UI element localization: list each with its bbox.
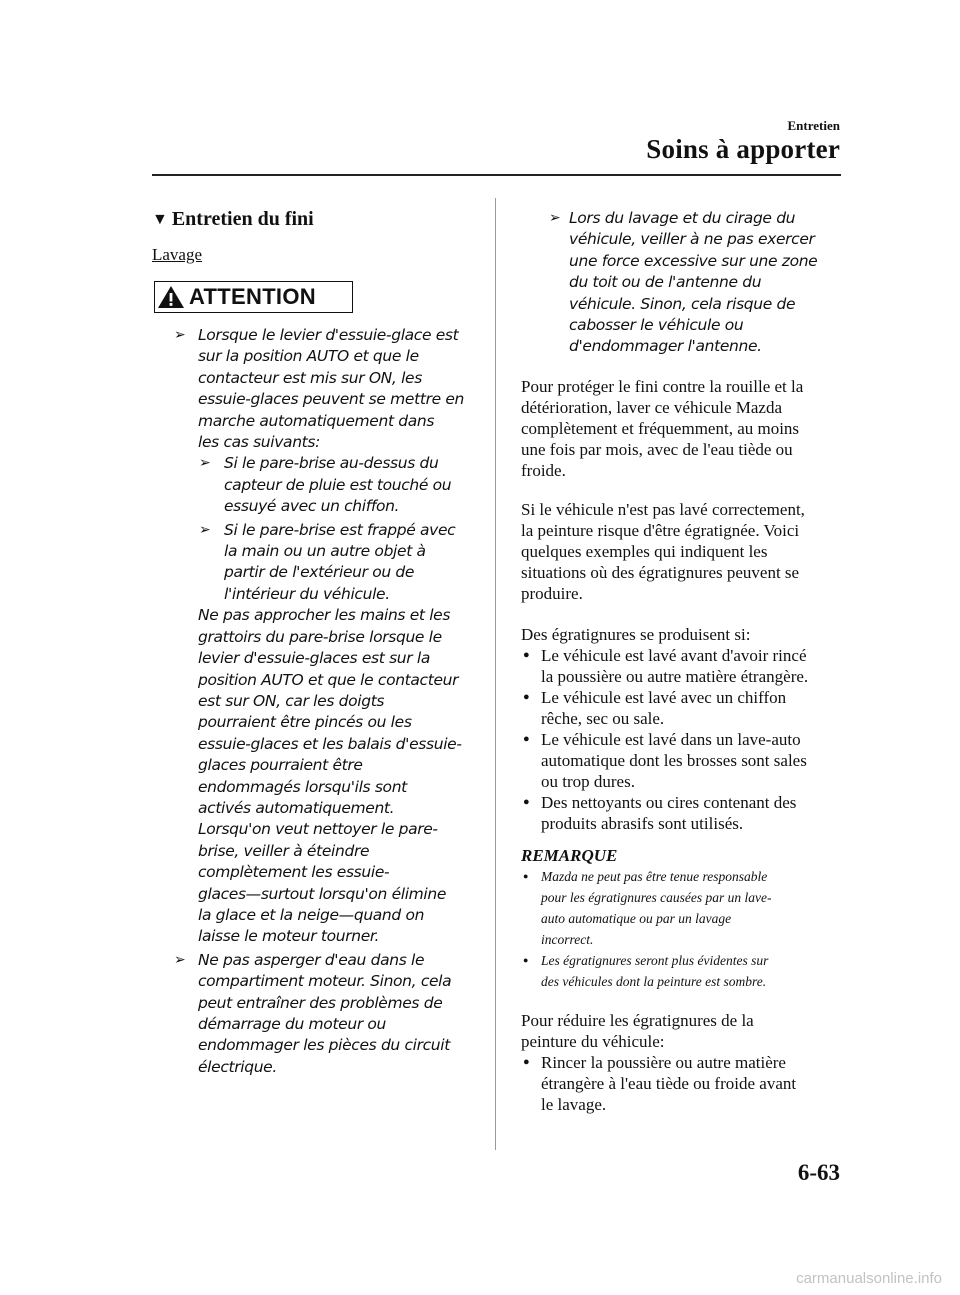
bullet-dot-icon: ● bbox=[523, 1055, 530, 1068]
list-item bbox=[521, 687, 843, 729]
text-line: Si le pare-brise au-dessus du bbox=[224, 454, 439, 473]
text-line: la main ou un autre objet à bbox=[224, 542, 426, 561]
text-line: une force excessive sur une zone bbox=[569, 251, 818, 270]
text-line: sur la position AUTO et que le bbox=[198, 347, 419, 366]
column-divider bbox=[495, 198, 496, 1150]
section-heading bbox=[152, 208, 482, 231]
list-item bbox=[521, 1052, 843, 1115]
section-title: Soins à apporter bbox=[646, 134, 840, 164]
text-line: véhicule. Sinon, cela risque de bbox=[569, 294, 796, 313]
warning-icon bbox=[157, 284, 185, 310]
text-line: essuie-glaces et les balais d'essuie- bbox=[198, 734, 462, 753]
text-line: Pour protéger le fini contre la rouille et la bbox=[521, 376, 804, 396]
bullet-dot-icon: ● bbox=[523, 732, 530, 745]
text-line: la poussière ou autre matière étrangère. bbox=[541, 666, 809, 686]
text-line: pourraient être pincés ou les bbox=[198, 713, 412, 732]
text-line: électrique. bbox=[198, 1057, 277, 1076]
text-line: Mazda ne peut pas être tenue responsable bbox=[541, 868, 768, 884]
text-line: cabosser le véhicule ou bbox=[569, 316, 744, 335]
text-line: une fois par mois, avec de l'eau tiède ou bbox=[521, 439, 793, 459]
text-line: Ne pas asperger d'eau dans le bbox=[198, 950, 425, 969]
attention-box bbox=[154, 281, 353, 313]
paragraph-scratches-occur: Des égratignures se produisent si: bbox=[521, 624, 751, 644]
text-line: pour les égratignures causées par un lave- bbox=[541, 889, 772, 905]
bullet-dot-icon: ● bbox=[523, 870, 529, 881]
text-line: Rincer la poussière ou autre matière bbox=[541, 1052, 786, 1072]
paragraph-scratches-intro bbox=[521, 499, 843, 604]
arrow-bullet-icon: ➢ bbox=[174, 327, 186, 343]
section-heading-text: Entretien du fini bbox=[171, 208, 314, 230]
text-line: étrangère à l'eau tiède ou froide avant bbox=[541, 1073, 797, 1093]
text-line: les cas suivants: bbox=[198, 433, 320, 452]
bullet-dot-icon: ● bbox=[523, 954, 529, 965]
text-line: laisse le moteur tourner. bbox=[198, 927, 380, 946]
text-line: peut entraîner des problèmes de bbox=[198, 993, 443, 1012]
attention-label: ATTENTION bbox=[189, 284, 316, 309]
caution-subitem-rain-sensor bbox=[152, 453, 482, 517]
bullet-dot-icon: ● bbox=[523, 648, 530, 661]
note-list bbox=[521, 866, 843, 992]
text-line: le lavage. bbox=[541, 1094, 607, 1114]
text-line: partir de l'extérieur ou de bbox=[224, 563, 415, 582]
text-line: auto automatique ou par un lavage bbox=[541, 910, 732, 926]
text-line: essuie-glaces peuvent se mettre en bbox=[198, 390, 465, 409]
text-line: glaces pourraient être bbox=[198, 756, 363, 775]
text-line: capteur de pluie est touché ou bbox=[224, 475, 452, 494]
text-line: quelques exemples qui indiquent les bbox=[521, 541, 768, 561]
list-item bbox=[521, 792, 843, 834]
bullet-list-causes bbox=[521, 645, 843, 834]
bullet-dot-icon: ● bbox=[523, 690, 530, 703]
text-line: Si le véhicule n'est pas lavé correctement, bbox=[521, 499, 805, 519]
arrow-bullet-icon: ➢ bbox=[199, 521, 211, 538]
text-line: essuyé avec un chiffon. bbox=[224, 497, 400, 516]
text-line: automatique dont les brosses sont sales bbox=[541, 750, 807, 770]
text-line: Pour réduire les égratignures de la bbox=[521, 1010, 754, 1030]
text-line: d'endommager l'antenne. bbox=[569, 337, 762, 356]
text-line: complètement les essuie- bbox=[198, 863, 390, 882]
text-line: ou trop dures. bbox=[541, 771, 635, 791]
text-line: détérioration, laver ce véhicule Mazda bbox=[521, 397, 783, 417]
text-line: brise, veiller à éteindre bbox=[198, 841, 370, 860]
list-item bbox=[521, 645, 843, 687]
text-line: glaces—surtout lorsqu'on élimine bbox=[198, 884, 447, 903]
text-line: Des nettoyants ou cires contenant des bbox=[541, 792, 797, 812]
note-item bbox=[521, 950, 843, 992]
text-line: produire. bbox=[521, 583, 583, 603]
bullet-dot-icon: ● bbox=[523, 795, 530, 808]
text-line: activés automatiquement. bbox=[198, 798, 395, 817]
text-line: rêche, sec ou sale. bbox=[541, 708, 665, 728]
header-rule bbox=[152, 174, 841, 176]
text-line: l'intérieur du véhicule. bbox=[224, 584, 390, 603]
caution-item-wiper bbox=[152, 325, 482, 453]
text-line: compartiment moteur. Sinon, cela bbox=[198, 972, 452, 991]
arrow-bullet-icon: ➢ bbox=[199, 455, 211, 472]
text-line: endommager les pièces du circuit bbox=[198, 1036, 450, 1055]
arrow-bullet-icon: ➢ bbox=[174, 951, 186, 968]
caution-item-engine-water bbox=[152, 950, 482, 1078]
chapter-label: Entretien bbox=[787, 118, 840, 133]
text-line: Le véhicule est lavé avant d'avoir rincé bbox=[541, 645, 807, 665]
right-column bbox=[521, 208, 843, 1115]
text-line: Lorsque le levier d'essuie-glace est bbox=[198, 326, 459, 344]
text-line: froide. bbox=[521, 460, 566, 480]
text-line: peinture du véhicule: bbox=[521, 1031, 665, 1051]
text-line: contacteur est mis sur ON, les bbox=[198, 368, 422, 387]
watermark: carmanualsonline.info bbox=[796, 1270, 942, 1287]
triangle-down-icon: ▼ bbox=[152, 210, 168, 228]
text-line: Si le pare-brise est frappé avec bbox=[224, 520, 456, 539]
text-line: levier d'essuie-glaces est sur la bbox=[198, 649, 430, 668]
text-line: marche automatiquement dans bbox=[198, 411, 435, 430]
note-item bbox=[521, 866, 843, 950]
text-line: complètement et fréquemment, au moins bbox=[521, 418, 800, 438]
page-number: 6-63 bbox=[797, 1160, 840, 1185]
text-line: est sur ON, car les doigts bbox=[198, 691, 385, 710]
arrow-bullet-icon: ➢ bbox=[549, 210, 561, 226]
text-line: des véhicules dont la peinture est sombre. bbox=[541, 973, 767, 989]
caution-item-roof-antenna bbox=[521, 208, 843, 358]
caution-subitem-windshield-hit bbox=[152, 520, 482, 606]
note-title: REMARQUE bbox=[521, 845, 618, 865]
text-line: incorrect. bbox=[541, 931, 594, 947]
text-line: Ne pas approcher les mains et les bbox=[198, 606, 451, 625]
subheading-lavage: Lavage bbox=[152, 245, 203, 264]
paragraph-reduce-scratches bbox=[521, 1010, 843, 1052]
text-line: du toit ou de l'antenne du bbox=[569, 273, 762, 292]
text-line: Le véhicule est lavé dans un lave-auto bbox=[541, 729, 801, 749]
left-column bbox=[152, 208, 482, 1078]
text-line: produits abrasifs sont utilisés. bbox=[541, 813, 744, 833]
text-line: véhicule, veiller à ne pas exercer bbox=[569, 230, 815, 249]
text-line: Les égratignures seront plus évidentes sur bbox=[541, 952, 769, 968]
caution-continuation bbox=[152, 605, 482, 948]
text-line: la peinture risque d'être égratignée. Voici bbox=[521, 520, 800, 540]
text-line: démarrage du moteur ou bbox=[198, 1015, 387, 1033]
text-line: Lors du lavage et du cirage du bbox=[569, 209, 796, 227]
text-line: Lorsqu'on veut nettoyer le pare- bbox=[198, 820, 438, 839]
text-line: la glace et la neige—quand on bbox=[198, 905, 425, 924]
text-line: position AUTO et que le contacteur bbox=[198, 670, 459, 689]
list-item bbox=[521, 729, 843, 792]
paragraph-protect-finish bbox=[521, 376, 843, 481]
text-line: endommagés lorsqu'ils sont bbox=[198, 777, 407, 796]
text-line: grattoirs du pare-brise lorsque le bbox=[198, 627, 442, 646]
text-line: Le véhicule est lavé avec un chiffon bbox=[541, 687, 787, 707]
text-line: situations où des égratignures peuvent se bbox=[521, 562, 800, 582]
